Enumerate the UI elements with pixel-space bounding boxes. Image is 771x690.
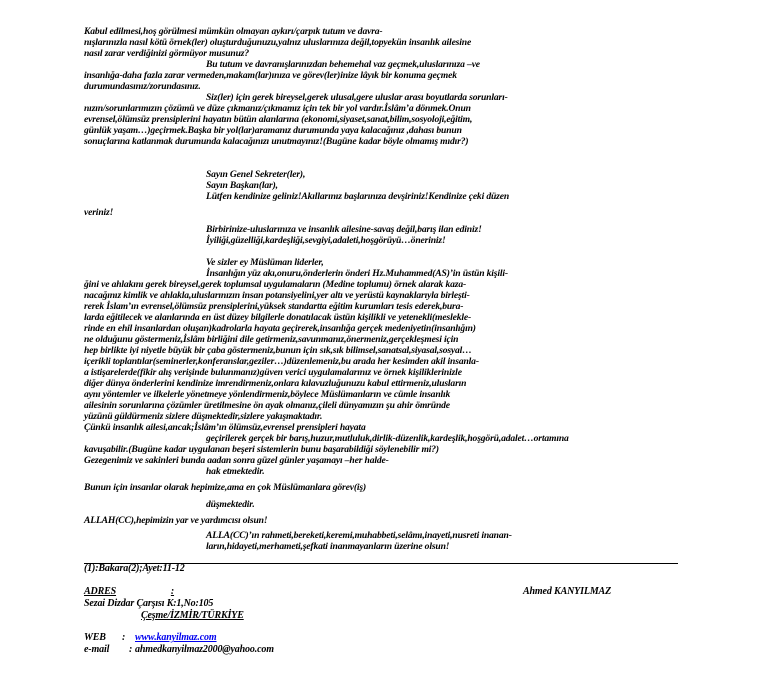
web-separator: : <box>122 632 126 643</box>
body-line: kavuşabilir.(Bugüne kadar uygulanan beşeri sistemlerin bunu başarabildiği söylenebilir mi?) <box>84 444 439 455</box>
website-link[interactable]: www.kanyilmaz.com <box>135 632 217 643</box>
salutation-line: Sayın Başkan(lar), <box>206 180 278 191</box>
body-line: veriniz! <box>84 207 114 218</box>
web-label: WEB <box>84 632 106 643</box>
address-street: Sezai Dizdar Çarşısı K:1,No:105 <box>84 598 214 609</box>
body-line: hak etmektedir. <box>206 466 265 477</box>
salutation-line: Sayın Genel Sekreter(ler), <box>206 169 306 180</box>
body-line: Birbirinize-uluslarınıza ve insanlık ailesine-savaş değil,barış ilan ediniz! <box>206 224 482 235</box>
email-address[interactable]: ahmedkanyilmaz2000@yahoo.com <box>135 644 274 655</box>
body-line: ğini ve ahlakını gerek bireysel,gerek toplumsal uygulamaların (Medine toplumu) örnek alarak kaza- <box>84 279 467 290</box>
body-line: aynı yöntemler ve ilkelerle yönetmeye yönlendirmeniz,böylece Müslümanların ve cümle insanlık <box>84 389 451 400</box>
email-row <box>84 645 274 656</box>
body-line: ALLAH(CC),hepimizin yar ve yardımcısı olsun! <box>84 515 268 526</box>
body-line: Siz(ler) için gerek bireysel,gerek ulusal,gere uluslar arası boyutlarda sorunları- <box>206 92 508 103</box>
body-line: nacağınız kimlik ve ahlakla,uluslarınızın insan potansiyelini,yer altı ve yerüstü kaynaklarıyla birleşti- <box>84 290 470 301</box>
body-line: İyiliği,güzelliği,kardeşliği,sevgiyi,adaleti,hoşgörüyü…öneriniz! <box>206 235 446 246</box>
body-line: içerikli toplantılar(seminerler,konferanslar,geziler…)düzenlemeniz,bu arada her kesimden akil insanla- <box>84 356 479 367</box>
body-line: Bunun için insanlar olarak hepimize,ama en çok Müslümanlara görev(iş) <box>84 482 367 493</box>
body-line: Bu tutum ve davranışlarınızdan behemehal vaz geçmek,uluslarınıza –ve <box>206 59 480 70</box>
body-line: Lütfen kendinize geliniz!Akıllarınız başlarınıza devşiriniz!Kendinize çeki düzen <box>206 191 510 202</box>
footnote: (1):Bakara(2);Ayet:11-12 <box>84 563 185 574</box>
salutation-line: Ve sizler ey Müslüman liderler, <box>206 257 324 268</box>
body-line: nızın/sorunlarımızın çözümü ve düze çıkmanız/çıkmamız için tek bir yol vardır.İslâm’a dönmek.Onun <box>84 103 471 114</box>
email-separator: : <box>129 644 133 655</box>
address-label: ADRES <box>84 586 117 597</box>
body-line: geçirilerek gerçek bir barış,huzur,mutluluk,dirlik-düzenlik,kardeşlik,hoşgörü,adalet…ortamına <box>206 433 569 444</box>
body-line: İnsanlığın yüz akı,onuru,önderlerin önderi Hz.Muhammed(AS)’in üstün kişili- <box>206 268 508 279</box>
body-line: nasıl zarar verdiğinizi görmüyor musunuz? <box>84 48 249 59</box>
body-line: Gezegenimiz ve sakinleri bunda aadan sonra güzel günler yaşamayı –her halde- <box>84 455 389 466</box>
signature: Ahmed KANYILMAZ <box>523 586 612 597</box>
body-line: düşmektedir. <box>206 499 255 510</box>
body-line: rerek İslam’ın evrensel,ölümsüz prensiplerini,yüksek standartta eğitim kurumları tesis ederek,bura- <box>84 301 464 312</box>
body-line: evrensel,ölümsüz prensiplerini hayatın bütün alanlarına (ekonomi,siyaset,sanat,bilim,sosyoloji,eğitim, <box>84 114 473 125</box>
email-label: e-mail <box>84 644 110 655</box>
body-line: a istişarelerde(fikir alış verişinde bulunmanız)güven verici uygulamalarınız ve örnek kişiliklerinizle <box>84 367 462 378</box>
body-line: ne olduğunu göstermeniz,İslâm birliğini dile getirmeniz,savunmanız,önermeniz,gerçekleşmesi için <box>84 334 459 345</box>
closing-prayer: ALLA(CC)’ın rahmeti,bereketi,keremi,muhabbeti,selâmı,inayeti,nusreti inanan- <box>206 530 512 541</box>
body-line: hep birlikte iyi niyetle büyük bir çaba göstermeniz,bunun için sık,sık bilimsel,sanatsal,siyasal,sosyal… <box>84 345 472 356</box>
body-line: rinde en ehil insanlardan oluşan)kadrolarla hayata geçirerek,insanlığa gerçek medeniyetin(insanlığın) <box>84 323 476 334</box>
body-line: sonuçlarına katlanmak durumunda kalacağınızı unutmayınız!(Bugüne kadar böyle olmamış mıdır?) <box>84 136 469 147</box>
address-city: Çeşme/İZMİR/TÜRKİYE <box>141 610 244 621</box>
web-row <box>84 633 217 644</box>
body-line: durumundasınız/zorundasınız. <box>84 81 201 92</box>
body-line: yüzünü güldürmeniz sizlere düşmektedir,sizlere yakışmaktadır. <box>84 411 323 422</box>
body-line: günlük yaşam…)geçirmek.Başka bir yol(lar)aramanız durumunda yaya kalacağınız ,dahası bunun <box>84 125 462 136</box>
body-line: diğer dünya önderlerini kendinize imrendirmeniz,onlara kılavuzluğunuzu kabul ettirmeniz,ulusların <box>84 378 467 389</box>
body-line: nışlarınızla nasıl kötü örnek(ler) oluşturduğunuzu,yalnız uluslarınıza değil,topyekün insanlık ailesine <box>84 37 472 48</box>
address-label-row <box>84 587 174 598</box>
closing-prayer: ların,hidayeti,merhameti,şefkati inanmayanların üzerine olsun! <box>206 541 450 552</box>
body-line: Kabul edilmesi,hoş görülmesi mümkün olmayan aykırı/çarpık tutum ve davra- <box>84 26 383 37</box>
body-line: insanlığa-daha fazla zarar vermeden,makam(lar)ınıza ve görev(ler)inize lâyık bir konuma geçmek <box>84 70 457 81</box>
address-colon: : <box>170 586 175 597</box>
body-line: ailesinin sorunlarına çözümler üretilmesine ön ayak olmanız,çileli dünyamızın şu ahir ömründe <box>84 400 450 411</box>
body-line: Çünkü insanlık ailesi,ancak;İslâm’ın ölümsüz,evrensel prensipleri hayata <box>84 422 366 433</box>
body-line: larda eğitilecek ve alanlarında en üst düzey bilgilerle donatılacak üstün kişilikli ve yetenekli(meslekle- <box>84 312 472 323</box>
